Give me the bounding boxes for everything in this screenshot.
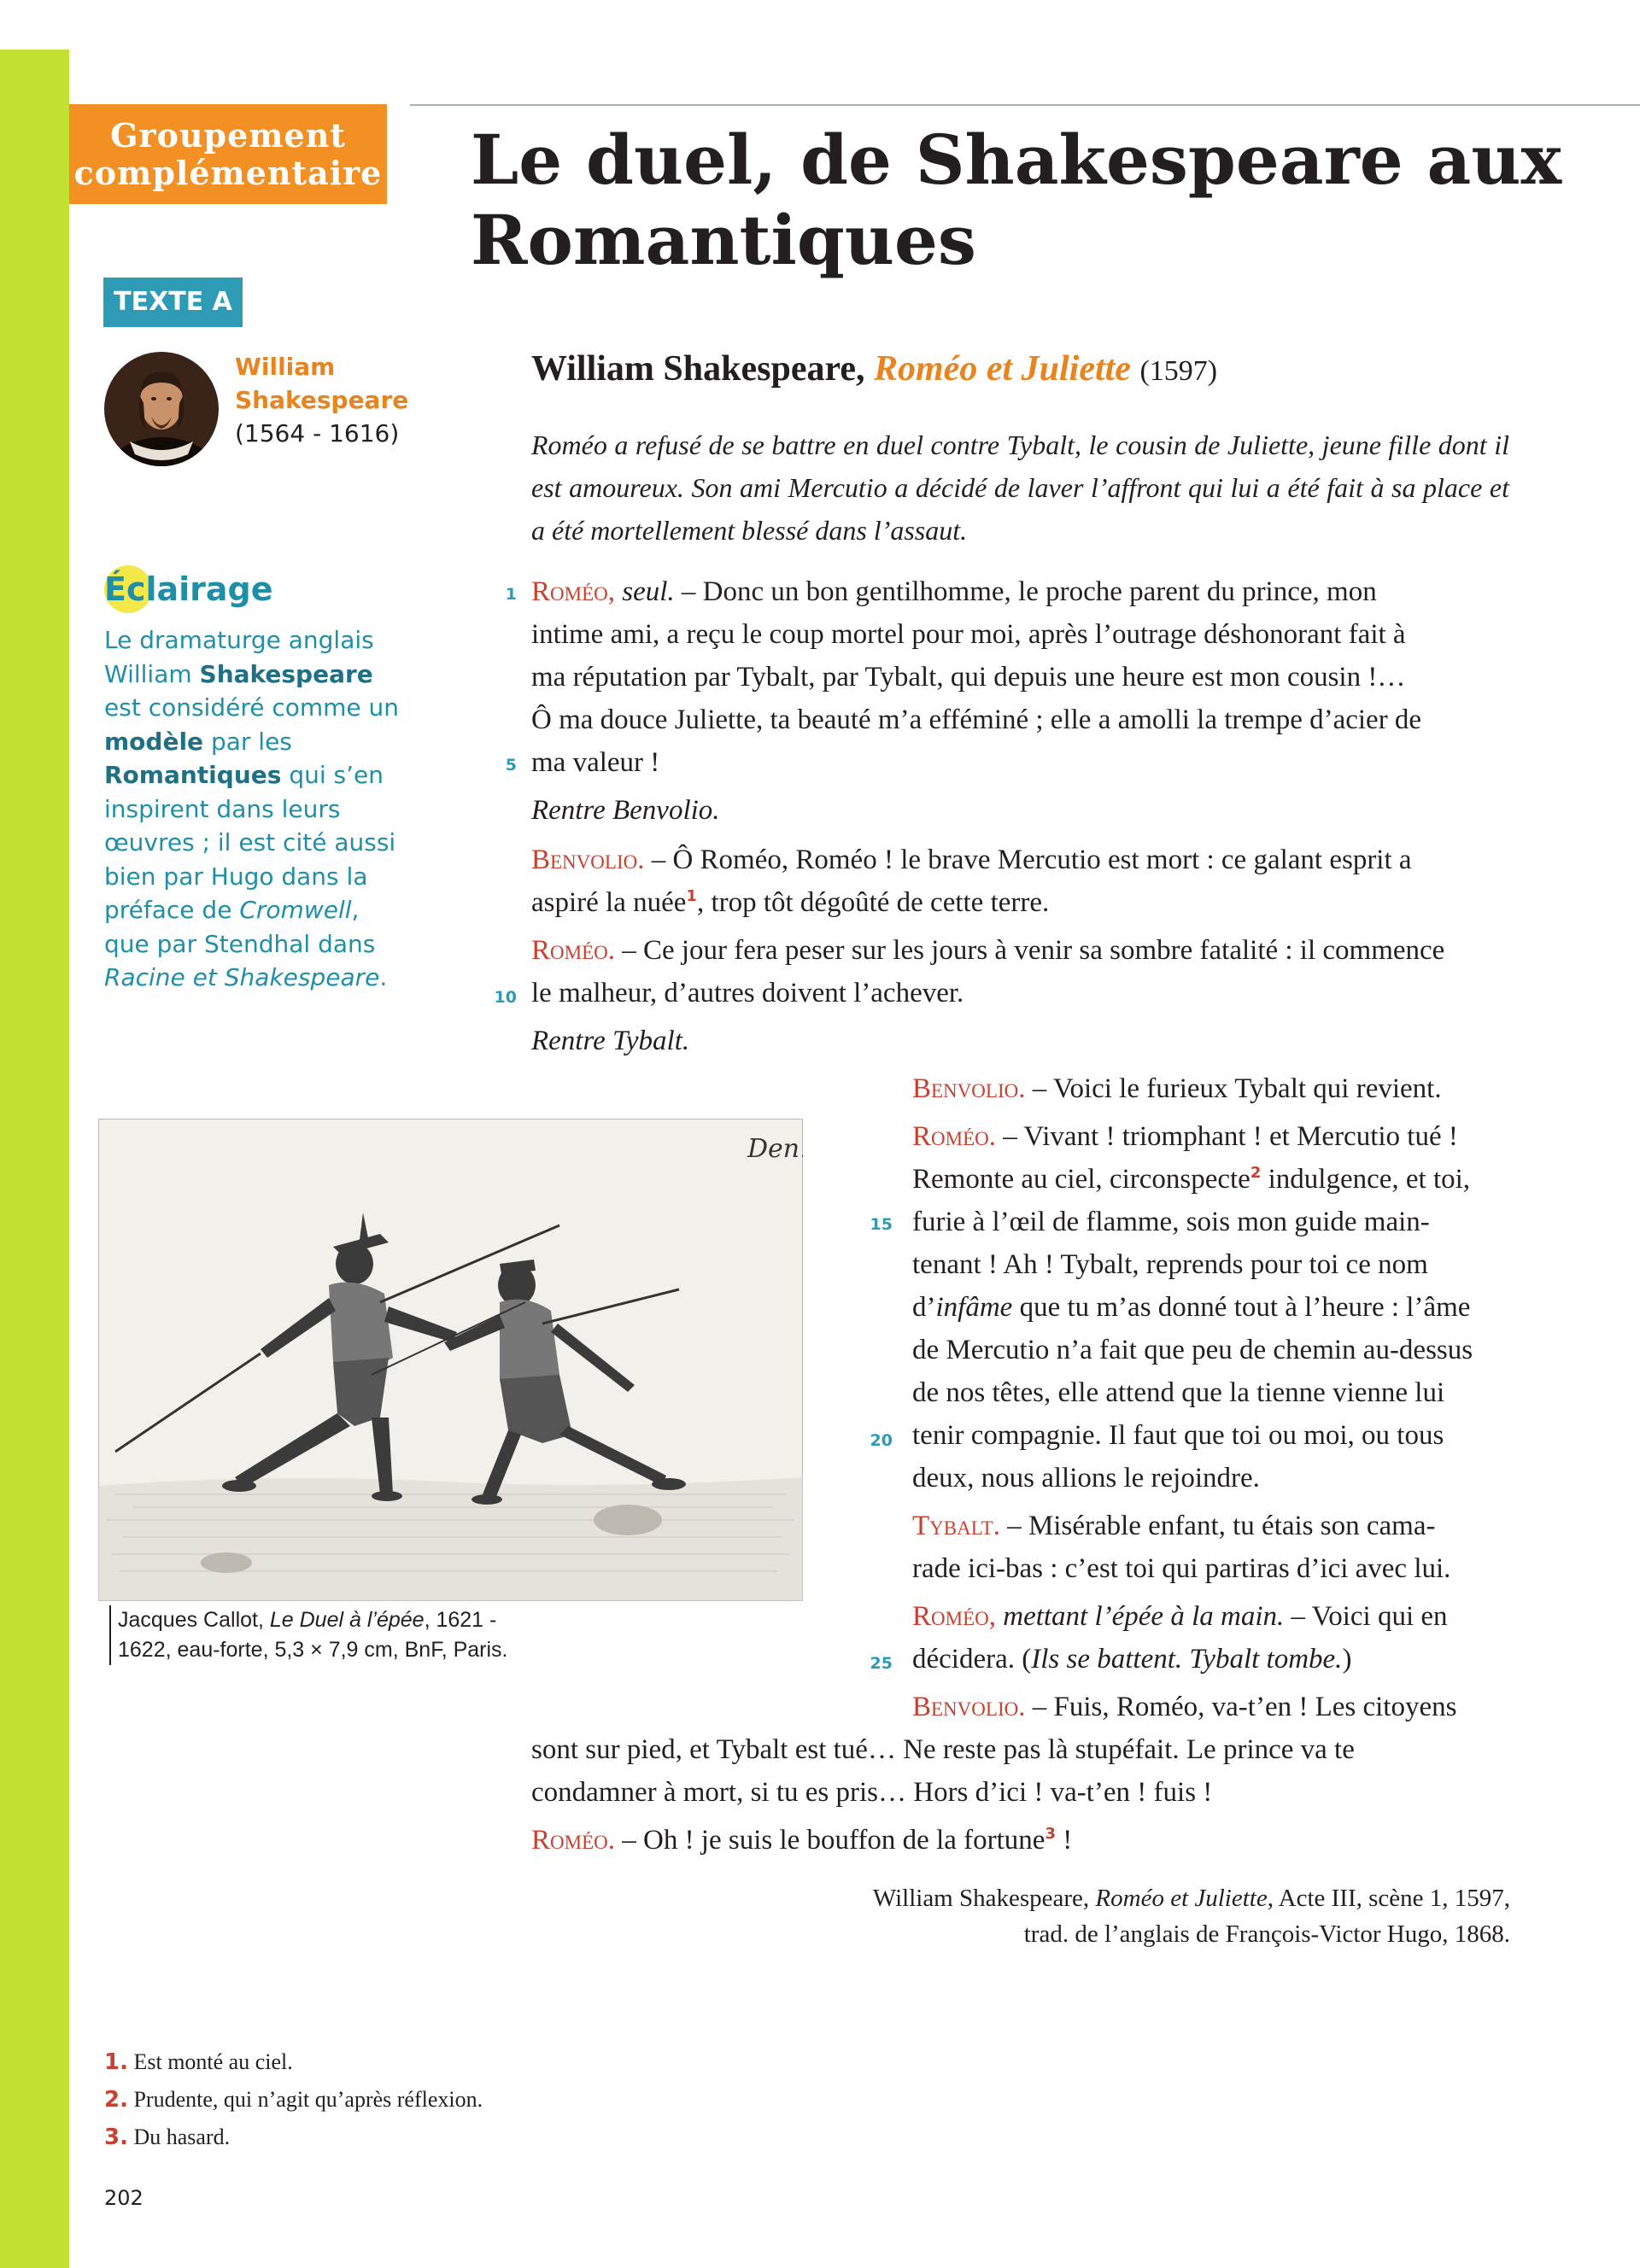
line-text: – Ô Roméo, Roméo ! le brave Mercutio est mort : ce galant esprit a xyxy=(644,845,1412,875)
line-text: d’ xyxy=(912,1292,936,1323)
line-number: 10 xyxy=(494,988,517,1007)
text-line xyxy=(531,929,1444,972)
footnote-mark: 2 xyxy=(1250,1164,1262,1182)
eclairage-italic: Cromwell xyxy=(239,896,352,924)
engraving-mark: Den. xyxy=(747,1134,803,1164)
footnote-item xyxy=(104,2119,483,2156)
stage-direction: seul. xyxy=(614,576,675,607)
group-label xyxy=(69,104,387,204)
page-title xyxy=(471,120,1581,280)
page-title-line1: Le duel, de Shakespeare aux xyxy=(471,120,1562,200)
line-text: décidera. ( xyxy=(912,1644,1032,1675)
stage-direction: Ils se battent. Tybalt tombe. xyxy=(1031,1644,1343,1675)
footnote-text: Est monté au ciel. xyxy=(127,2049,293,2074)
author-info xyxy=(235,350,408,450)
footnote-text: Prudente, qui n’agit qu’après réflexion. xyxy=(127,2087,483,2112)
speaker-name: Roméo. xyxy=(531,1825,615,1856)
source-translation: trad. de l’anglais de François-Victor Hugo, 1868. xyxy=(1023,1920,1510,1948)
caption-details: , 1621 - 1622, eau-forte, 5,3 × 7,9 cm, BnF, Paris. xyxy=(118,1608,508,1662)
line-number: 5 xyxy=(505,756,517,775)
eclairage-part: est considéré comme un xyxy=(104,693,400,722)
author-first-name: William xyxy=(235,353,336,381)
text-line: condamner à mort, si tu es pris… Hors d’ici ! va-t’en ! fuis ! xyxy=(531,1777,1213,1808)
source-title: Roméo et Juliette xyxy=(1095,1885,1268,1912)
text-line xyxy=(912,1158,1470,1201)
footnote-item xyxy=(104,2081,483,2119)
stage-direction: mettant l’épée à la main. xyxy=(995,1601,1285,1632)
text-line: de Mercutio n’a fait que peu de chemin au-dessus xyxy=(912,1335,1473,1365)
side-accent-bar xyxy=(0,50,69,2268)
speaker-name: Roméo. xyxy=(912,1121,996,1152)
eclairage-part: qui s’en inspirent dans leurs œuvres ; il est cité aussi bien par Hugo dans la préface de xyxy=(104,761,396,924)
image-caption xyxy=(109,1605,528,1665)
line-text: – Misérable enfant, tu étais son cama- xyxy=(999,1511,1436,1541)
line-text: – Oh ! je suis le bouffon de la fortune xyxy=(614,1825,1046,1856)
line-text: – Fuis, Roméo, va-t’en ! Les citoyens xyxy=(1025,1692,1457,1722)
text-line: tenir compagnie. Il faut que toi ou moi, ou tous xyxy=(912,1420,1444,1451)
caption-artist: Jacques Callot, xyxy=(118,1608,270,1632)
text-line xyxy=(912,1686,1456,1728)
top-rule xyxy=(410,104,1640,106)
author-last-name: Shakespeare xyxy=(235,386,409,414)
line-number: 1 xyxy=(505,585,517,604)
group-label-line1: Groupement xyxy=(110,115,346,155)
footnote-item xyxy=(104,2043,483,2081)
intro-paragraph: Roméo a refusé de se battre en duel contre Tybalt, le cousin de Juliette, jeune fille dont il est amoureux. Son ami Mercutio a décidé de laver l’affront qui lui a été fait à sa place et a été mortellement blessé dans l’assaut. xyxy=(531,430,1509,546)
author-portrait xyxy=(104,352,219,466)
source-part: William Shakespeare, xyxy=(872,1885,1096,1912)
text-line xyxy=(912,1505,1435,1547)
page-title-line2: Romantiques xyxy=(471,200,976,280)
source-part: , Acte III, scène 1, 1597, xyxy=(1267,1885,1510,1912)
text-line: sont sur pied, et Tybalt est tué… Ne reste pas là stupéfait. Le prince va te xyxy=(531,1734,1355,1765)
eclairage-title: Éclairage xyxy=(104,570,273,608)
footnote-number: 1. xyxy=(104,2049,128,2075)
line-number: 20 xyxy=(870,1431,893,1450)
stage-direction: Rentre Tybalt. xyxy=(531,1026,690,1056)
text-line: rade ici-bas : c’est toi qui partiras d’ici avec lui. xyxy=(912,1553,1451,1584)
line-number: 15 xyxy=(870,1215,893,1234)
footnote-mark: 1 xyxy=(686,887,697,905)
line-text: – Voici le furieux Tybalt qui revient. xyxy=(1025,1073,1442,1104)
text-line: Ô ma douce Juliette, ta beauté m’a efféminé ; elle a amolli la trempe d’acier de xyxy=(531,704,1422,735)
speaker-name: Roméo. xyxy=(531,935,615,966)
text-line: ma valeur ! xyxy=(531,747,660,778)
text-line xyxy=(912,1067,1442,1110)
text-line: furie à l’œil de flamme, sois mon guide main- xyxy=(912,1207,1430,1237)
line-text: – Vivant ! triomphant ! et Mercutio tué ! xyxy=(995,1121,1458,1152)
line-text: – Donc un bon gentilhomme, le proche parent du prince, mon xyxy=(674,576,1377,607)
page-number: 202 xyxy=(104,2186,144,2210)
eclairage-bold: Shakespeare xyxy=(199,659,373,688)
eclairage-bold: modèle xyxy=(104,727,204,756)
text-line xyxy=(531,881,1049,924)
footnotes xyxy=(104,2043,483,2156)
duel-engraving xyxy=(98,1119,803,1601)
work-title: Roméo et Juliette xyxy=(874,349,1131,389)
speaker-name: Benvolio. xyxy=(912,1692,1026,1722)
line-text: que tu m’as donné tout à l’heure : l’âme xyxy=(1012,1292,1471,1323)
speaker-name: Roméo, xyxy=(531,576,615,607)
text-line xyxy=(912,1595,1448,1638)
texte-badge: TEXTE A xyxy=(103,278,243,327)
line-text: aspiré la nuée xyxy=(531,887,687,918)
speaker-name: Roméo, xyxy=(912,1601,996,1632)
caption-work: Le Duel à l’épée xyxy=(269,1608,425,1632)
line-number: 25 xyxy=(870,1654,893,1673)
text-line: ma réputation par Tybalt, par Tybalt, qui depuis une heure est mon cousin !… xyxy=(531,662,1406,693)
text-line: le malheur, d’autres doivent l’achever. xyxy=(531,978,964,1008)
line-text: – Ce jour fera peser sur les jours à venir sa sombre fatalité : il commence xyxy=(614,935,1445,966)
text-line xyxy=(531,1819,1072,1862)
line-text: Remonte au ciel, circonspecte xyxy=(912,1164,1250,1195)
author-dates: (1564 - 1616) xyxy=(235,419,400,447)
line-text: indulgence, et toi, xyxy=(1261,1164,1471,1195)
eclairage-part: Le dramaturge anglais William xyxy=(104,626,374,688)
text-line xyxy=(912,1638,1351,1681)
eclairage-part: , que par Stendhal dans xyxy=(104,896,376,958)
footnote-number: 3. xyxy=(104,2125,128,2150)
italic-word: infâme xyxy=(935,1292,1013,1323)
text-line xyxy=(531,570,1377,613)
eclairage-italic: Racine et Shakespeare xyxy=(104,963,380,991)
speaker-name: Benvolio. xyxy=(531,845,645,875)
eclairage-part: par les xyxy=(203,727,292,756)
line-text: ) xyxy=(1342,1644,1352,1675)
footnote-mark: 3 xyxy=(1045,1825,1056,1843)
text-line: tenant ! Ah ! Tybalt, reprends pour toi ce nom xyxy=(912,1249,1428,1280)
text-line: intime ami, a reçu le coup mortel pour moi, après l’outrage déshonorant fait à xyxy=(531,619,1406,650)
work-author: William Shakespeare, xyxy=(531,349,874,389)
text-line xyxy=(912,1115,1458,1158)
speaker-name: Benvolio. xyxy=(912,1073,1026,1104)
line-text: – Voici qui en xyxy=(1284,1601,1448,1632)
text-line: de nos têtes, elle attend que la tienne vienne lui xyxy=(912,1377,1445,1408)
text-line xyxy=(912,1286,1470,1329)
group-label-line2: complémentaire xyxy=(73,153,383,192)
eclairage-text xyxy=(104,623,412,995)
footnote-number: 2. xyxy=(104,2087,128,2113)
line-text: , trop tôt dégoûté de cette terre. xyxy=(696,887,1050,918)
footnote-text: Du hasard. xyxy=(127,2125,231,2149)
stage-direction: Rentre Benvolio. xyxy=(531,795,720,826)
text-line: deux, nous allions le rejoindre. xyxy=(912,1463,1260,1493)
speaker-name: Tybalt. xyxy=(912,1511,1000,1541)
work-year: (1597) xyxy=(1139,355,1218,387)
work-heading xyxy=(531,346,1217,395)
text-line xyxy=(531,839,1412,881)
eclairage-bold: Romantiques xyxy=(104,761,282,789)
line-text: ! xyxy=(1055,1825,1073,1856)
source-citation xyxy=(769,1880,1510,1952)
eclairage-part: . xyxy=(379,963,388,991)
